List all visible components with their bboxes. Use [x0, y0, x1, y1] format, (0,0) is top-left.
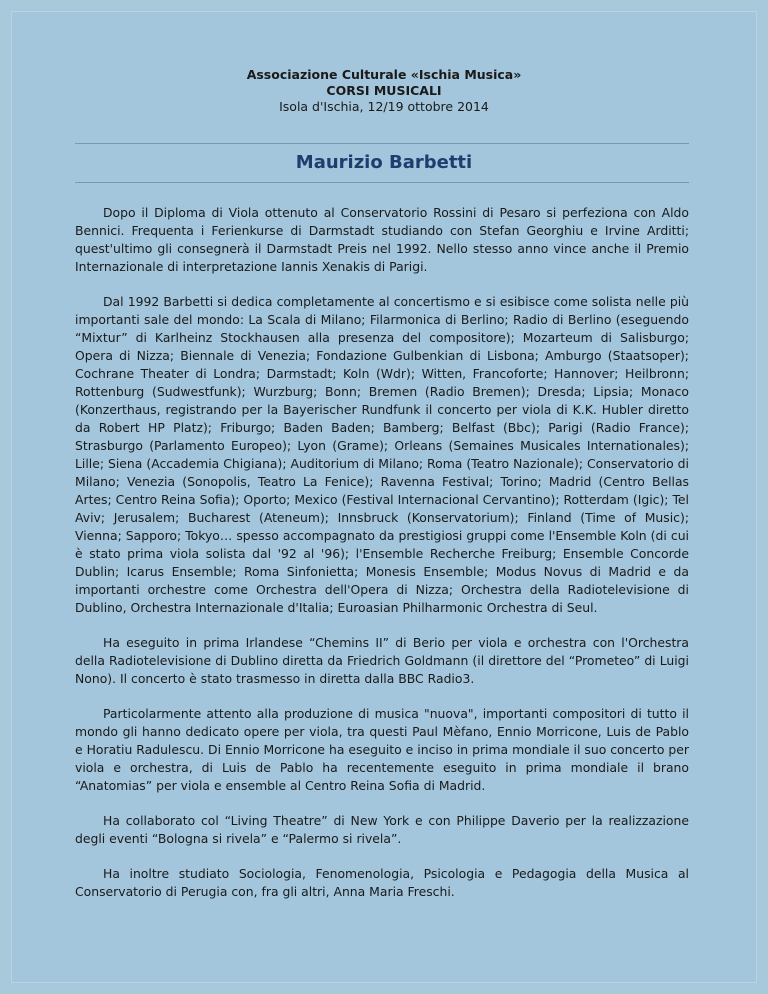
place-date: Isola d'Ischia, 12/19 ottobre 2014 — [279, 99, 489, 114]
biography-body — [75, 204, 689, 918]
title-rule-bottom — [75, 182, 689, 183]
association-name: Associazione Culturale «Ischia Musica» — [246, 67, 522, 82]
paragraph: Dopo il Diploma di Viola ottenuto al Conservatorio Rossini di Pesaro si perfeziona con Aldo Bennici. Frequenta i Ferienkurse di Darmstadt studiando con Stefan Georghiu e Irvine Arditti; quest'ultimo gli consegnerà il Darmstadt Preis nel 1992. Nello stesso anno vince anche il Premio Internazionale di interpretazione Iannis Xenakis di Parigi. — [75, 205, 689, 274]
paragraph: Ha collaborato col “Living Theatre” di New York e con Philippe Daverio per la realizzazione degli eventi “Bologna si rivela” e “Palermo si rivela”. — [75, 813, 689, 846]
courses-title: CORSI MUSICALI — [326, 83, 442, 98]
page-title: Maurizio Barbetti — [295, 152, 473, 173]
paragraph: Dal 1992 Barbetti si dedica completamente al concertismo e si esibisce come solista nelle più importanti sale del mondo: La Scala di Milano; Filarmonica di Berlino; Radio di Berlino (eseguendo “Mixtur” di Karlheinz Stockhausen alla presenza del compositore); Mozarteum di Salisburgo; Opera di Nizza; Biennale di Venezia; Fondazione Gulbenkian di Lisbona; Amburgo (Staatsoper); Cochrane Theater di Londra; Darmstadt; Koln (Wdr); Witten, Francoforte; Hannover; Heilbronn; Rottenburg (Sudwestfunk); Wurzburg; Bonn; Bremen (Radio Bremen); Dresda; Lipsia; Monaco (Konzerthaus, registrando per la Bayerischer Rundfunk il concerto per viola di K.K. Hubler diretto da Robert HP Platz); Friburgo; Baden Baden; Bamberg; Belfast (Bbc); Parigi (Radio France); Strasburgo (Parlamento Europeo); Lyon (Grame); Orleans (Semaines Musicales Internationales); Lille; Siena (Accademia Chigiana); Auditorium di Milano; Roma (Teatro Nazionale); Conservatorio di Milano; Venezia (Sonopolis, Teatro La Fenice); Ravenna Festival; Torino; Madrid (Centro Bellas Artes; Centro Reina Sofia); Oporto; Mexico (Festival Internacional Cervantino); Rotterdam (Igic); Tel Aviv; Jerusalem; Bucharest (Ateneum); Innsbruck (Konservatorium); Finland (Time of Music); Vienna; Sapporo; Tokyo… spesso accompagnato da prestigiosi gruppi come l'Ensemble Koln (di cui è stato prima viola solista dal '92 al '96); l'Ensemble Recherche Freiburg; Ensemble Concorde Dublin; Icarus Ensemble; Roma Sinfonietta; Monesis Ensemble; Modus Novus di Madrid e da importanti orchestre come Orchestra dell'Opera di Nizza; Orchestra della Radiotelevisione di Dublino, Orchestra Internazionale d'Italia; Euroasian Philharmonic Orchestra di Seul. — [75, 294, 689, 615]
paragraph: Ha eseguito in prima Irlandese “Chemins II” di Berio per viola e orchestra con l'Orchestra della Radiotelevisione di Dublino diretta da Friedrich Goldmann (il direttore del “Prometeo” di Luigi Nono). Il concerto è stato trasmesso in diretta dalla BBC Radio3. — [75, 635, 689, 686]
document-header — [12, 67, 756, 115]
paragraph: Particolarmente attento alla produzione di musica "nuova", importanti compositori di tutto il mondo gli hanno dedicato opere per viola, tra questi Paul Mèfano, Ennio Morricone, Luis de Pablo e Horatiu Radulescu. Di Ennio Morricone ha eseguito e inciso in prima mondiale il suo concerto per viola e orchestra, di Luis de Pablo ha recentemente eseguito in prima mondiale il brano “Anatomias” per viola e ensemble al Centro Reina Sofia di Madrid. — [75, 706, 689, 793]
paragraph: Ha inoltre studiato Sociologia, Fenomenologia, Psicologia e Pedagogia della Musica al Conservatorio di Perugia con, fra gli altri, Anna Maria Freschi. — [75, 866, 689, 899]
document-page — [11, 11, 757, 983]
title-rule-top — [75, 143, 689, 144]
